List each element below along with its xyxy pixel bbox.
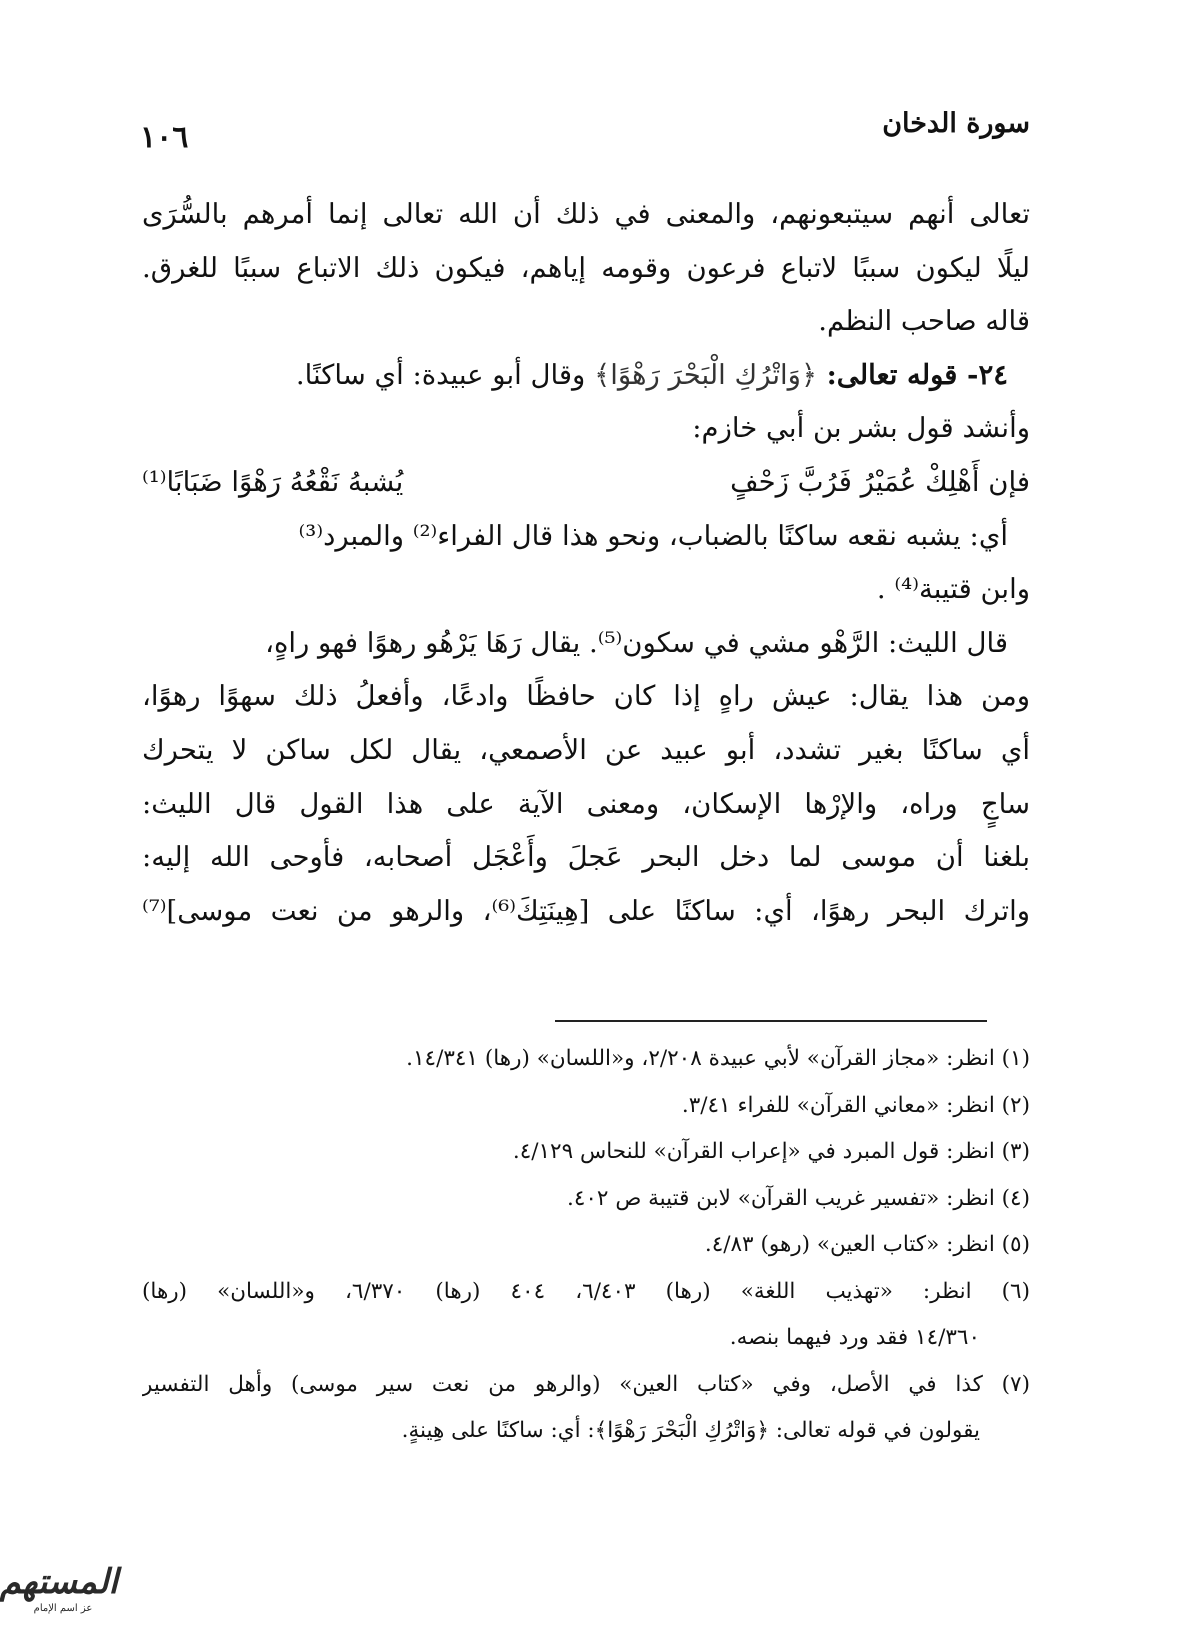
- text-line: بلغنا أن موسى لما دخل البحر عَجلَ وأَعْجَل أصحابه، فأوحى الله إليه:: [142, 841, 1030, 874]
- footnote-separator: [555, 1020, 987, 1022]
- text-line: ومن هذا يقال: عيش راهٍ إذا كان حافظًا وادعًا، وأفعلُ ذلك سهوًا رهوًا،: [142, 680, 1030, 713]
- page-number: ١٠٦: [140, 120, 189, 155]
- logo-subtext: عز اسم الإمام: [33, 1603, 93, 1614]
- surah-title: سورة الدخان: [882, 108, 1030, 139]
- text-line: وابن قتيبة⁽⁴⁾ .: [876, 573, 1030, 606]
- quran-quote: ﴿وَاتْرُكِ الْبَحْرَ رَهْوًا﴾: [594, 358, 818, 391]
- footnote-continuation: يقولون في قوله تعالى: ﴿وَاتْرُكِ الْبَحْرَ رَهْوًا﴾: أي: ساكنًا على هِينةٍ.: [401, 1418, 980, 1443]
- text-line: ساجٍ وراه، والإرْها الإسكان، ومعنى الآية على هذا القول قال الليث:: [142, 787, 1030, 820]
- footnote: (٣) انظر: قول المبرد في «إعراب القرآن» للنحاس ٤/١٢٩.: [512, 1139, 1030, 1164]
- text-line: واترك البحر رهوًا، أي: ساكنًا على [هِينَتِكَ⁽⁶⁾، والرهو من نعت موسى]⁽⁷⁾: [142, 894, 1030, 927]
- footnote: (١) انظر: «مجاز القرآن» لأبي عبيدة ٢/٢٠٨، و«اللسان» (رها) ١٤/٣٤١.: [406, 1046, 1030, 1071]
- verse-hemistich-1: فإن أَهْلِكْ عُمَيْرُ فَرُبَّ زَحْفٍ: [730, 465, 1030, 498]
- text-line: تعالى أنهم سيتبعونهم، والمعنى في ذلك أن الله تعالى إنما أمرهم بالسُّرَى: [142, 198, 1030, 230]
- text-line: أي ساكنًا بغير تشدد، أبو عبيد عن الأصمعي، يقال لكل ساكن لا يتحرك: [142, 733, 1030, 766]
- footnote: (٦) انظر: «تهذيب اللغة» (رها) ٦/٤٠٣، ٤٠٤ (رها) ٦/٣٧٠، و«اللسان» (رها): [142, 1278, 1030, 1304]
- footnote-continuation: ١٤/٣٦٠ فقد ورد فيهما بنصه.: [729, 1325, 980, 1350]
- poetry-verse: [142, 456, 1030, 510]
- footnote: (٢) انظر: «معاني القرآن» للفراء ٣/٤١.: [681, 1092, 1030, 1118]
- page-header: [140, 100, 1030, 155]
- text-span: وقال أبو عبيدة: أي ساكنًا.: [295, 358, 595, 391]
- text-line: قال الليث: الرَّهْو مشي في سكون⁽⁵⁾. يقال رَهَا يَرْهُو رهوًا فهو راهٍ،: [265, 626, 1008, 659]
- verse-hemistich-2: يُشبهُ نَقْعُهُ رَهْوًا ضَبَابًا⁽¹⁾: [142, 465, 404, 498]
- text-line: وأنشد قول بشر بن أبي خازم:: [692, 412, 1030, 445]
- verse-number: ٢٤- قوله تعالى:: [817, 358, 1008, 391]
- footnote: (٧) كذا في الأصل، وفي «كتاب العين» (والرهو من نعت سير موسى) وأهل التفسير: [142, 1371, 1030, 1397]
- logo-text: المستهم: [0, 1562, 118, 1602]
- verse-heading-line: [142, 349, 1030, 403]
- text-line: قاله صاحب النظم.: [818, 305, 1030, 338]
- text-line: ليلًا ليكون سببًا لاتباع فرعون وقومه إياهم، فيكون ذلك الاتباع سببًا للغرق.: [142, 251, 1030, 284]
- main-text: [142, 188, 1030, 938]
- footnote: (٥) انظر: «كتاب العين» (رهو) ٤/٨٣.: [704, 1232, 1030, 1257]
- footnotes: [142, 1036, 1030, 1455]
- text-line: أي: يشبه نقعه ساكنًا بالضباب، ونحو هذا قال الفراء⁽²⁾ والمبرد⁽³⁾: [298, 519, 1008, 552]
- footnote: (٤) انظر: «تفسير غريب القرآن» لابن قتيبة ص ٤٠٢.: [566, 1185, 1030, 1211]
- publisher-logo: [0, 1562, 118, 1632]
